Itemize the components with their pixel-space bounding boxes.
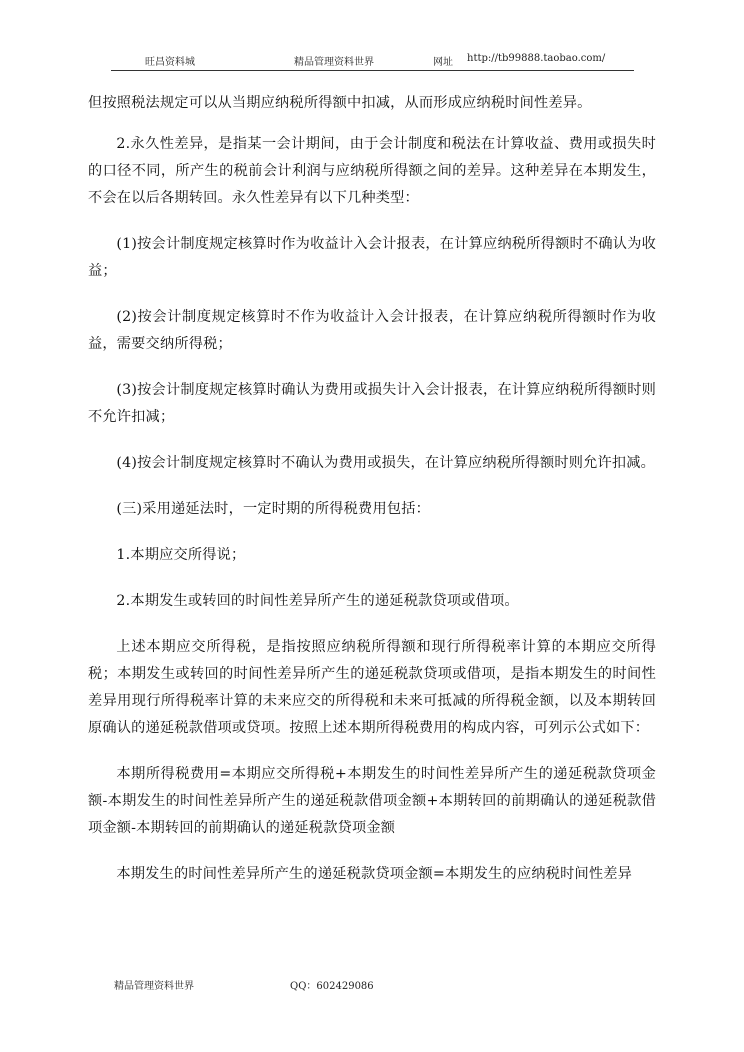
header-url-link[interactable]: http://tb99888.taobao.com/ [467,53,606,64]
header-site-name: 精品管理资料世界 [294,57,374,68]
paragraph-permanent-difference: 2.永久性差异，是指某一会计期间，由于会计制度和税法在计算收益、费用或损失时的口径不同，所产生的税前会计利润与应纳税所得额之间的差异。这种差异在本期发生，不会在以后各期转回。永久性差异有以下几种类型： [88,136,656,206]
paragraph-item-2: 2.本期发生或转回的时间性差异所产生的递延税款贷项或借项。 [116,593,519,609]
paragraph-formula-2: 本期发生的时间性差异所产生的递延税款贷项金额=本期发生的应纳税时间性差异 [116,866,633,882]
header-shop-name: 旺昌资料城 [145,57,195,68]
paragraph-type-3: (3)按会计制度规定核算时确认为费用或损失计入会计报表，在计算应纳税所得额时则不允许扣减； [88,382,656,425]
footer-qq: QQ：602429086 [290,981,374,992]
paragraph-type-1: (1)按会计制度规定核算时作为收益计入会计报表，在计算应纳税所得额时不确认为收益； [88,236,656,279]
page-footer [111,977,511,993]
paragraph-continuation: 但按照税法规定可以从当期应纳税所得额中扣减，从而形成应纳税时间性差异。 [88,95,592,111]
paragraph-type-4: (4)按会计制度规定核算时不确认为费用或损失，在计算应纳税所得额时则允许扣减。 [116,455,656,471]
page-header [111,50,634,71]
header-url-label: 网址 [433,57,453,68]
paragraph-formula: 本期所得税费用=本期应交所得税+本期发生的时间性差异所产生的递延税款贷项金额-本期发生的时间性差异所产生的递延税款借项金额+本期转回的前期确认的递延税款借项金额-本期转回的前期确认的递延税款贷项金额 [88,766,656,836]
paragraph-type-2: (2)按会计制度规定核算时不作为收益计入会计报表，在计算应纳税所得额时作为收益，需要交纳所得税； [88,309,656,352]
footer-site-name: 精品管理资料世界 [114,981,194,992]
document-body [88,90,656,907]
paragraph-item-1: 1.本期应交所得说； [116,547,246,563]
paragraph-deferral-method: (三)采用递延法时，一定时期的所得税费用包括： [116,501,430,517]
paragraph-explanation: 上述本期应交所得税，是指按照应纳税所得额和现行所得税率计算的本期应交所得税；本期发生或转回的时间性差异所产生的递延税款贷项或借项，是指本期发生的时间性差异用现行所得税率计算的未来应交的所得税和未来可抵减的所得税金额，以及本期转回原确认的递延税款借项或贷项。按照上述本期所得税费用的构成内容，可列示公式如下： [88,639,656,736]
